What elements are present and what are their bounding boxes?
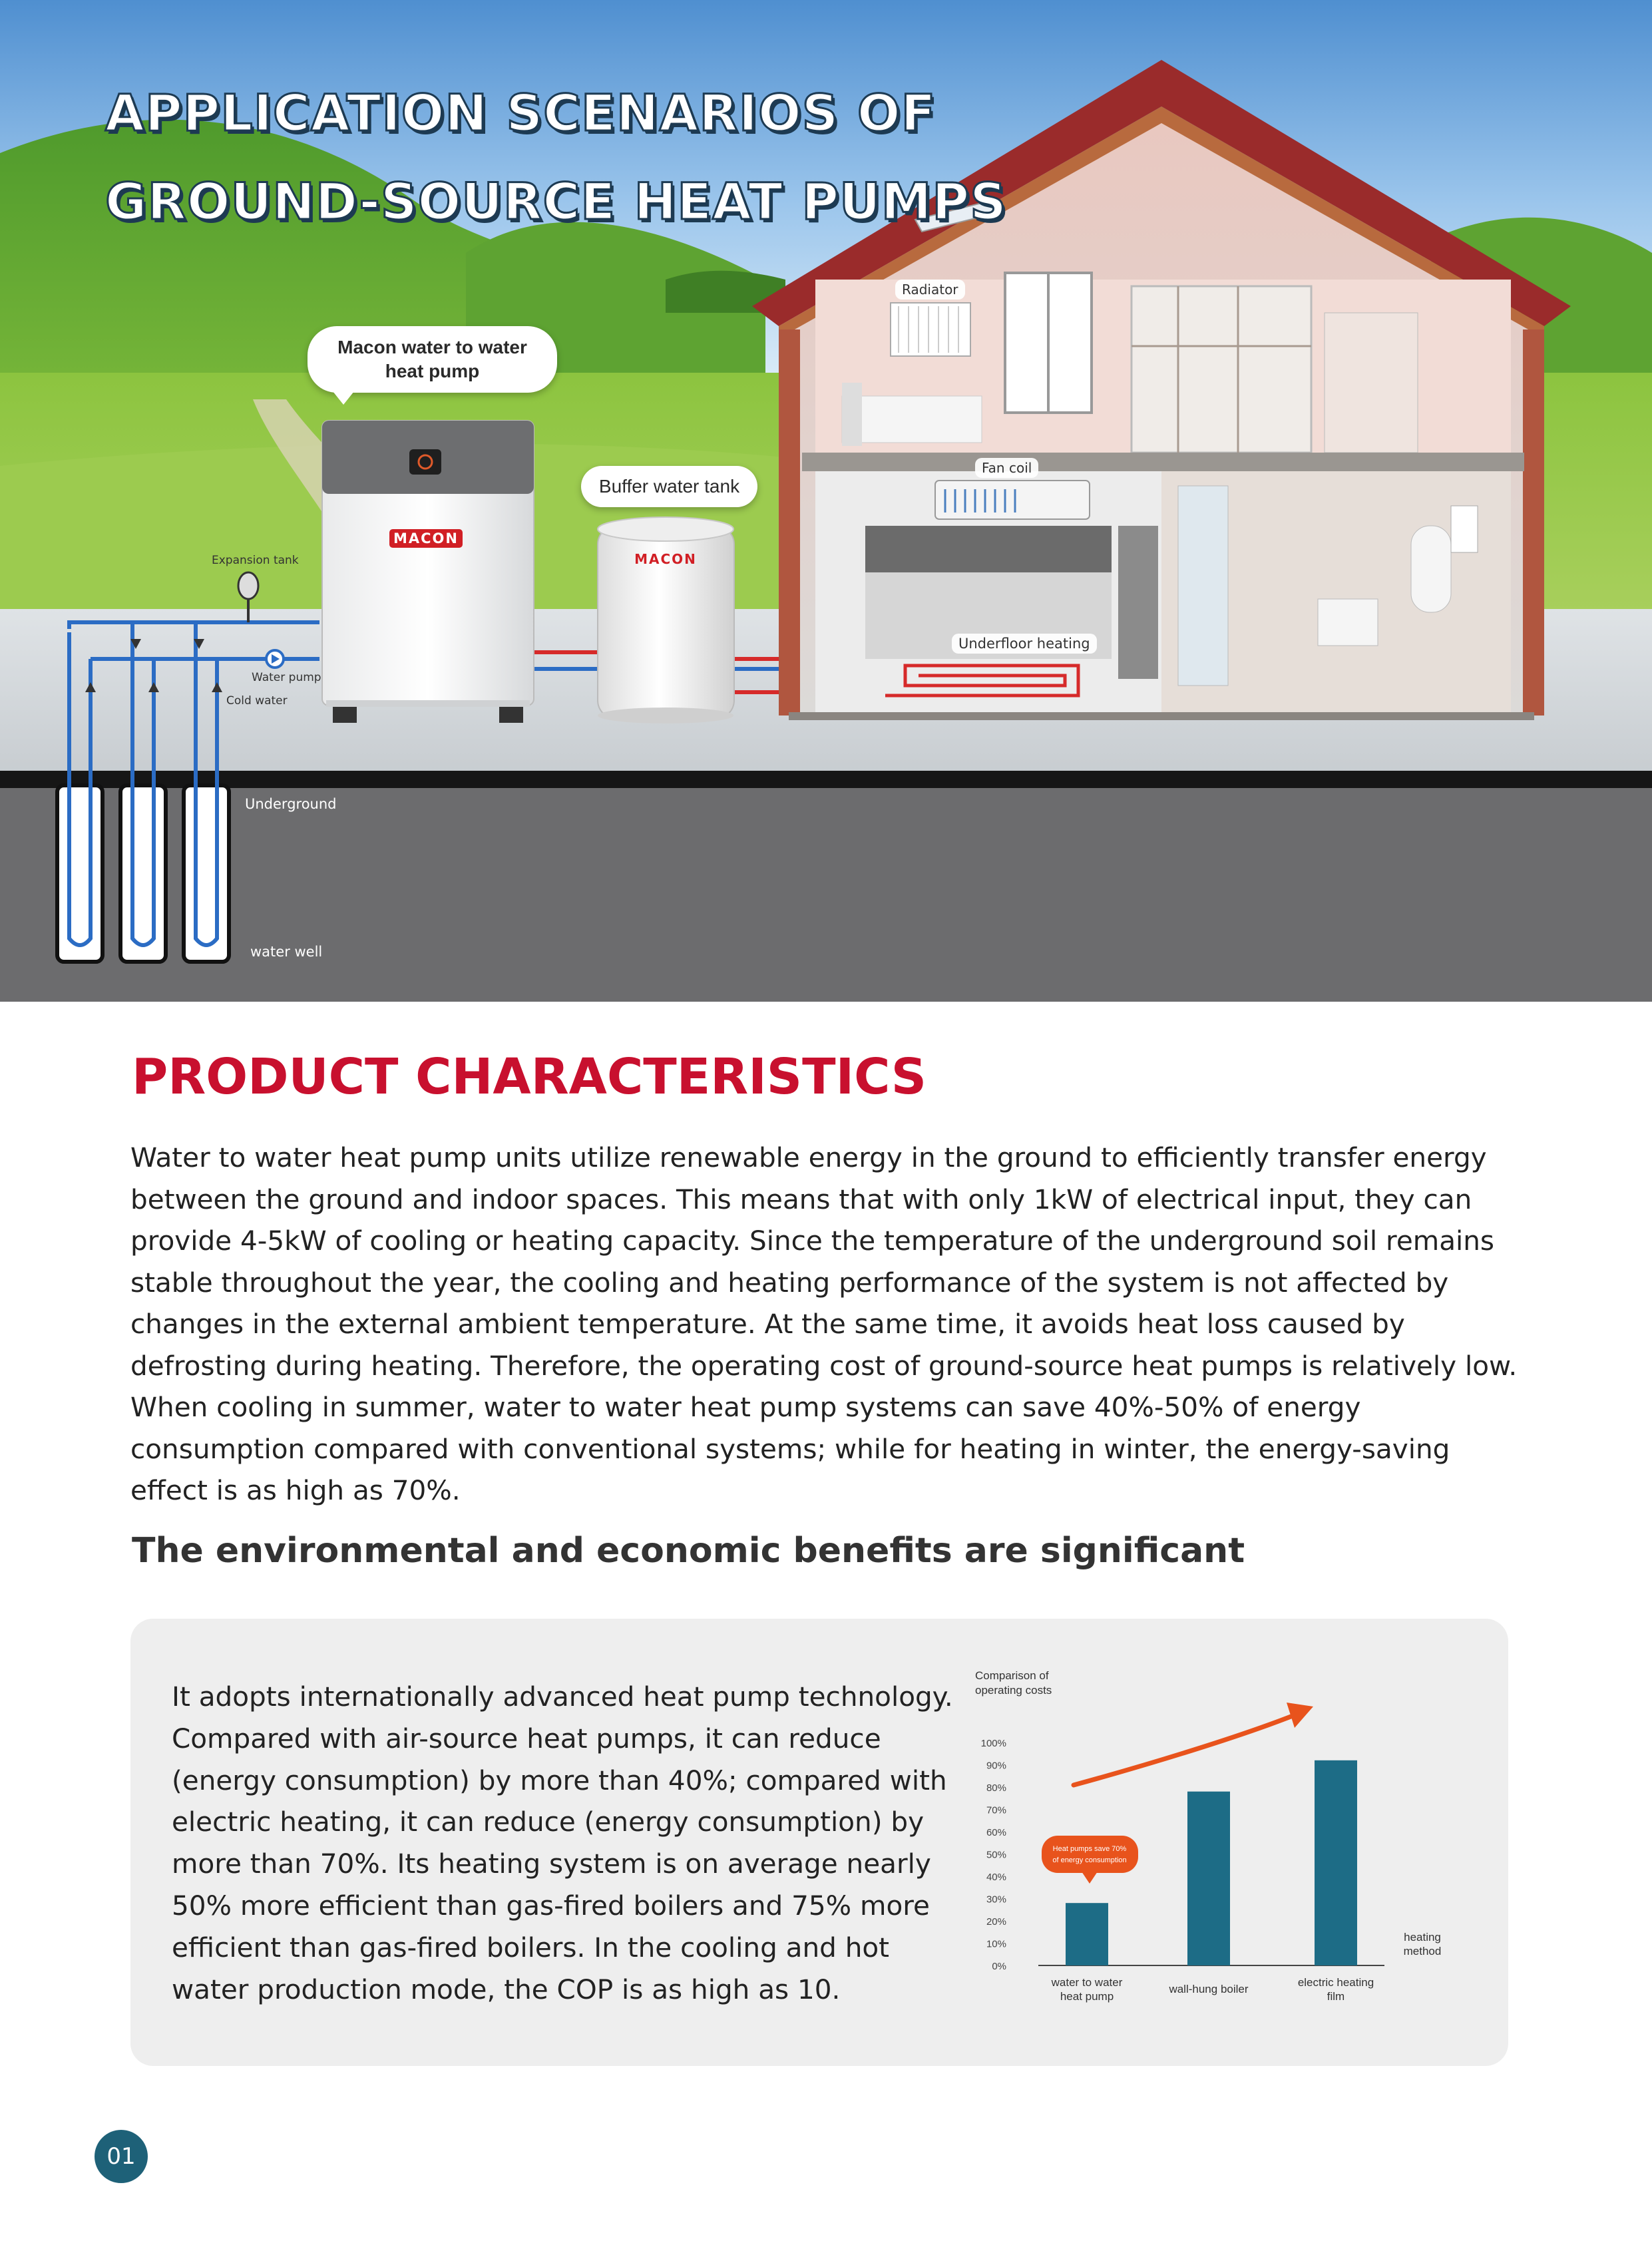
underfloor-heating-label: Underfloor heating xyxy=(952,634,1097,654)
chart-xlabel-line2: method xyxy=(1403,1945,1442,1957)
hero-illustration xyxy=(0,0,1652,1002)
chart-x-tick-label: water to water xyxy=(1051,1976,1123,1989)
description-paragraph-1: Water to water heat pump units utilize renewable energy in the ground to efficiently transfer energy between the ground and indoor spaces. This means that with only 1kW of electrical input, they can provide 4-5kW of cooling or heating capacity. Since the temperature of the underground soil remains stable throughout the year, the cooling and heating performance of the system is not affected by changes in the external ambient temperature. At the same time, it avoids heat loss caused by defrosting during heating. Therefore, the operating cost of ground-source heat pumps is relatively low. xyxy=(130,1141,1518,1382)
callout-pointer xyxy=(333,391,354,405)
chart-y-tick-label: 40% xyxy=(986,1872,1006,1883)
chart-y-tick-label: 60% xyxy=(986,1827,1006,1838)
heat-pump-callout-line2: heat pump xyxy=(385,361,480,381)
chart-annotation-pointer xyxy=(1082,1872,1098,1884)
benefits-heading: The environmental and economic benefits are significant xyxy=(132,1531,1245,1571)
description-paragraph-2: When cooling in summer, water to water heat pump systems can save 40%-50% of energy consumption compared with conventional systems; while for heating in winter, the energy-saving effect is as high as 70%. xyxy=(130,1391,1450,1506)
chart-y-tick-label: 20% xyxy=(986,1916,1006,1928)
chart-bar xyxy=(1066,1903,1108,1965)
heat-pump-unit-shape xyxy=(322,421,534,723)
water-wells xyxy=(57,785,229,962)
scene-illustration xyxy=(0,0,1652,1002)
chart-y-tick-label: 100% xyxy=(980,1738,1006,1749)
chart-xlabel-line1: heating xyxy=(1404,1931,1441,1943)
chart-ylabel-line2: operating costs xyxy=(975,1684,1052,1697)
water-well-label: water well xyxy=(250,944,323,960)
section-title: PRODUCT CHARACTERISTICS xyxy=(132,1048,927,1106)
chart-annotation-line2: of energy consumption xyxy=(1052,1856,1127,1864)
chart-y-tick-label: 10% xyxy=(986,1938,1006,1950)
heat-pump-callout xyxy=(308,326,557,393)
hero-title-line1: APPLICATION SCENARIOS OF xyxy=(105,83,936,142)
chart-bar xyxy=(1315,1760,1357,1965)
hero-title-line2: GROUND-SOURCE HEAT PUMPS xyxy=(105,172,1007,231)
buffer-tank-shape xyxy=(598,517,734,723)
page-number: 01 xyxy=(95,2130,148,2183)
expansion-tank-label: Expansion tank xyxy=(212,554,299,567)
buffer-tank-callout: Buffer water tank xyxy=(581,466,757,507)
benefits-text: It adopts internationally advanced heat pump technology. Compared with air-source heat pumps, it can reduce (energy consumption) by more than 40%; compared with electric heating, it can reduce (energy consumption) by more than 70%. Its heating system is on average nearly 50% more efficient than gas-fired boilers and 75% more efficient than gas-fired boilers. In the cooling and hot water production mode, the COP is as high as 10. xyxy=(172,1681,953,2005)
tank-brand-logo: MACON xyxy=(634,551,697,567)
underground-label: Underground xyxy=(245,796,337,812)
chart-trend-arrowhead xyxy=(1287,1703,1313,1728)
operating-cost-chart xyxy=(958,1664,1451,2023)
chart-annotation-bubble xyxy=(1042,1836,1138,1873)
chart-ylabel-line1: Comparison of xyxy=(975,1669,1049,1682)
chart-x-tick-label: heat pump xyxy=(1060,1990,1114,2003)
water-pump-label: Water pump xyxy=(252,671,321,684)
chart-y-tick-label: 70% xyxy=(986,1804,1006,1816)
fan-coil-label: Fan coil xyxy=(975,458,1038,478)
chart-annotation-line1: Heat pumps save 70% xyxy=(1052,1845,1127,1853)
chart-trend-arrow xyxy=(1074,1716,1293,1785)
chart-x-tick-label: electric heating xyxy=(1297,1976,1374,1989)
chart-y-tick-label: 90% xyxy=(986,1760,1006,1772)
chart-bar xyxy=(1187,1792,1230,1965)
radiator-label: Radiator xyxy=(895,280,965,300)
chart-x-tick-label: wall-hung boiler xyxy=(1169,1983,1249,1995)
chart-y-tick-label: 0% xyxy=(992,1961,1006,1972)
chart-x-tick-label: film xyxy=(1327,1990,1345,2003)
unit-brand-logo: MACON xyxy=(393,530,459,546)
chart-y-tick-label: 30% xyxy=(986,1894,1006,1906)
chart-y-tick-label: 80% xyxy=(986,1782,1006,1794)
cold-water-label: Cold water xyxy=(226,694,288,708)
product-description xyxy=(130,1137,1535,1512)
chart-y-tick-label: 50% xyxy=(986,1849,1006,1861)
heat-pump-callout-line1: Macon water to water xyxy=(337,337,527,357)
